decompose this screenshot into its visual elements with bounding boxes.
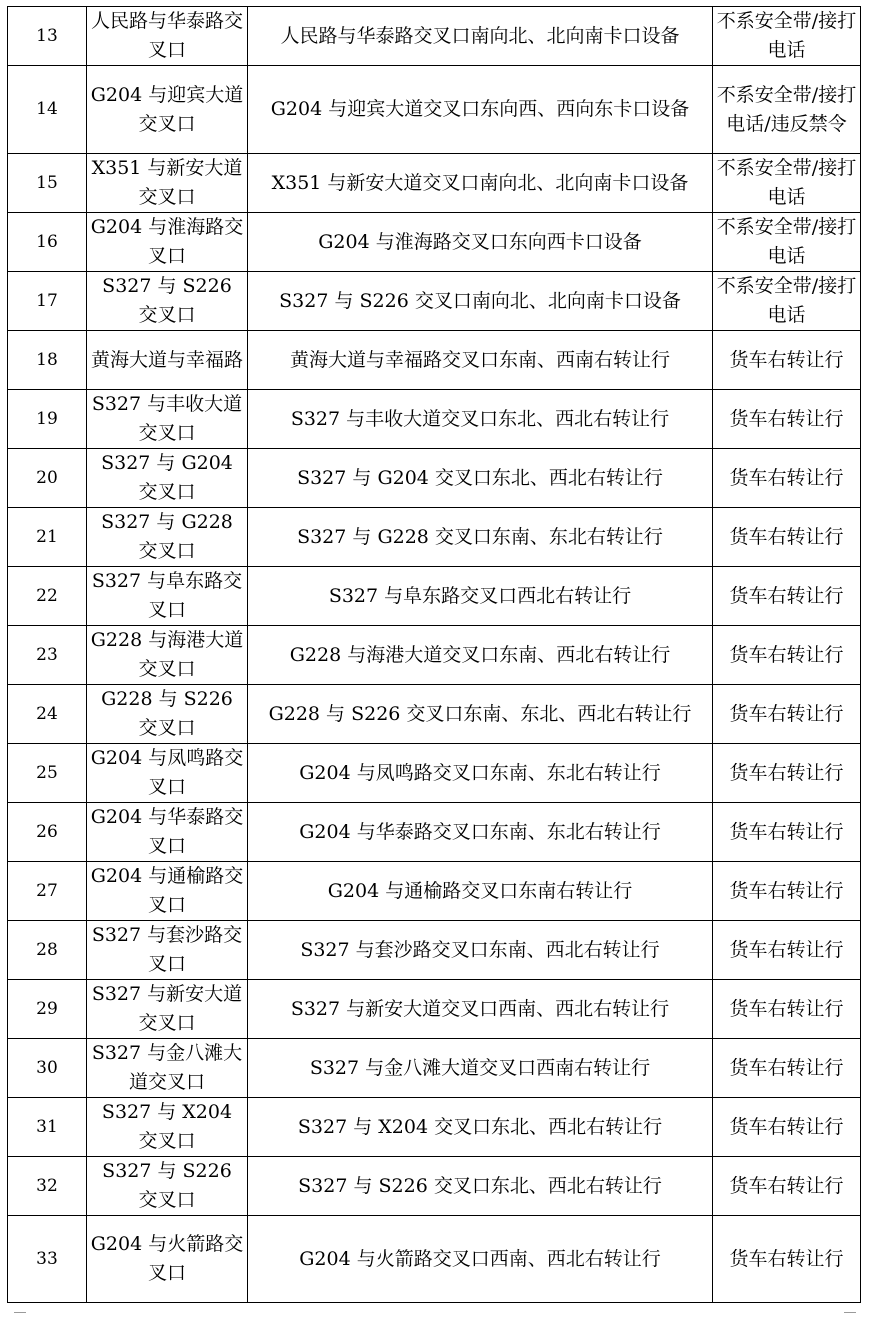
row-number: 32 [8, 1157, 87, 1216]
device-description: S327 与丰收大道交叉口东北、西北右转让行 [248, 390, 713, 449]
device-description: 黄海大道与幸福路交叉口东南、西南右转让行 [248, 331, 713, 390]
table-row [8, 331, 861, 390]
intersection-name: 人民路与华泰路交叉口 [87, 7, 248, 66]
violation-type: 货车右转让行 [713, 449, 861, 508]
device-description: S327 与新安大道交叉口西南、西北右转让行 [248, 980, 713, 1039]
table-row [8, 980, 861, 1039]
table-row [8, 213, 861, 272]
enforcement-points-table [7, 6, 861, 1303]
table-row [8, 744, 861, 803]
row-number: 15 [8, 154, 87, 213]
row-number: 22 [8, 567, 87, 626]
device-description: G204 与火箭路交叉口西南、西北右转让行 [248, 1216, 713, 1303]
row-number: 25 [8, 744, 87, 803]
device-description: X351 与新安大道交叉口南向北、北向南卡口设备 [248, 154, 713, 213]
violation-type: 货车右转让行 [713, 508, 861, 567]
violation-type: 货车右转让行 [713, 862, 861, 921]
table-row [8, 66, 861, 154]
row-number: 17 [8, 272, 87, 331]
violation-type: 货车右转让行 [713, 685, 861, 744]
table-row [8, 272, 861, 331]
row-number: 24 [8, 685, 87, 744]
violation-type: 货车右转让行 [713, 744, 861, 803]
intersection-name: G228 与 S226 交叉口 [87, 685, 248, 744]
device-description: S327 与 S226 交叉口南向北、北向南卡口设备 [248, 272, 713, 331]
intersection-name: G204 与通榆路交叉口 [87, 862, 248, 921]
intersection-name: G204 与火箭路交叉口 [87, 1216, 248, 1303]
intersection-name: X351 与新安大道交叉口 [87, 154, 248, 213]
violation-type: 货车右转让行 [713, 1157, 861, 1216]
violation-type: 不系安全带/接打电话/违反禁令 [713, 66, 861, 154]
violation-type: 不系安全带/接打电话 [713, 7, 861, 66]
violation-type: 不系安全带/接打电话 [713, 272, 861, 331]
table-row [8, 921, 861, 980]
page-corner-mark-right [844, 1312, 856, 1313]
intersection-name: G204 与华泰路交叉口 [87, 803, 248, 862]
intersection-name: S327 与丰收大道交叉口 [87, 390, 248, 449]
table-row [8, 862, 861, 921]
violation-type: 货车右转让行 [713, 921, 861, 980]
row-number: 29 [8, 980, 87, 1039]
device-description: G204 与迎宾大道交叉口东向西、西向东卡口设备 [248, 66, 713, 154]
row-number: 13 [8, 7, 87, 66]
row-number: 14 [8, 66, 87, 154]
violation-type: 货车右转让行 [713, 626, 861, 685]
table-row [8, 803, 861, 862]
violation-type: 不系安全带/接打电话 [713, 213, 861, 272]
row-number: 33 [8, 1216, 87, 1303]
table-row [8, 1157, 861, 1216]
violation-type: 货车右转让行 [713, 803, 861, 862]
table-row [8, 685, 861, 744]
row-number: 28 [8, 921, 87, 980]
table-row [8, 1098, 861, 1157]
violation-type: 货车右转让行 [713, 390, 861, 449]
table-row [8, 1039, 861, 1098]
intersection-name: S327 与 X204 交叉口 [87, 1098, 248, 1157]
row-number: 18 [8, 331, 87, 390]
intersection-name: G204 与凤鸣路交叉口 [87, 744, 248, 803]
device-description: G204 与淮海路交叉口东向西卡口设备 [248, 213, 713, 272]
table-row [8, 508, 861, 567]
intersection-name: 黄海大道与幸福路 [87, 331, 248, 390]
row-number: 30 [8, 1039, 87, 1098]
table-row [8, 449, 861, 508]
violation-type: 货车右转让行 [713, 331, 861, 390]
device-description: G204 与凤鸣路交叉口东南、东北右转让行 [248, 744, 713, 803]
row-number: 23 [8, 626, 87, 685]
page-corner-mark-left [14, 1312, 26, 1313]
intersection-name: S327 与金八滩大道交叉口 [87, 1039, 248, 1098]
row-number: 27 [8, 862, 87, 921]
intersection-name: G204 与淮海路交叉口 [87, 213, 248, 272]
table-body [8, 7, 861, 1303]
table-row [8, 1216, 861, 1303]
violation-type: 不系安全带/接打电话 [713, 154, 861, 213]
table-row [8, 154, 861, 213]
intersection-name: S327 与阜东路交叉口 [87, 567, 248, 626]
violation-type: 货车右转让行 [713, 1098, 861, 1157]
device-description: S327 与 G204 交叉口东北、西北右转让行 [248, 449, 713, 508]
row-number: 21 [8, 508, 87, 567]
intersection-name: S327 与 G204 交叉口 [87, 449, 248, 508]
device-description: S327 与 S226 交叉口东北、西北右转让行 [248, 1157, 713, 1216]
intersection-name: S327 与新安大道交叉口 [87, 980, 248, 1039]
row-number: 31 [8, 1098, 87, 1157]
intersection-name: S327 与 G228 交叉口 [87, 508, 248, 567]
table-row [8, 567, 861, 626]
device-description: G204 与华泰路交叉口东南、东北右转让行 [248, 803, 713, 862]
row-number: 26 [8, 803, 87, 862]
device-description: 人民路与华泰路交叉口南向北、北向南卡口设备 [248, 7, 713, 66]
violation-type: 货车右转让行 [713, 980, 861, 1039]
device-description: S327 与 X204 交叉口东北、西北右转让行 [248, 1098, 713, 1157]
row-number: 19 [8, 390, 87, 449]
row-number: 16 [8, 213, 87, 272]
intersection-name: S327 与 S226 交叉口 [87, 272, 248, 331]
intersection-name: S327 与套沙路交叉口 [87, 921, 248, 980]
table-row [8, 626, 861, 685]
table-row [8, 7, 861, 66]
device-description: G228 与 S226 交叉口东南、东北、西北右转让行 [248, 685, 713, 744]
device-description: G204 与通榆路交叉口东南右转让行 [248, 862, 713, 921]
intersection-name: S327 与 S226 交叉口 [87, 1157, 248, 1216]
device-description: S327 与 G228 交叉口东南、东北右转让行 [248, 508, 713, 567]
table-row [8, 390, 861, 449]
device-description: S327 与阜东路交叉口西北右转让行 [248, 567, 713, 626]
row-number: 20 [8, 449, 87, 508]
device-description: S327 与套沙路交叉口东南、西北右转让行 [248, 921, 713, 980]
intersection-name: G228 与海港大道交叉口 [87, 626, 248, 685]
intersection-name: G204 与迎宾大道交叉口 [87, 66, 248, 154]
violation-type: 货车右转让行 [713, 567, 861, 626]
device-description: S327 与金八滩大道交叉口西南右转让行 [248, 1039, 713, 1098]
violation-type: 货车右转让行 [713, 1216, 861, 1303]
violation-type: 货车右转让行 [713, 1039, 861, 1098]
device-description: G228 与海港大道交叉口东南、西北右转让行 [248, 626, 713, 685]
